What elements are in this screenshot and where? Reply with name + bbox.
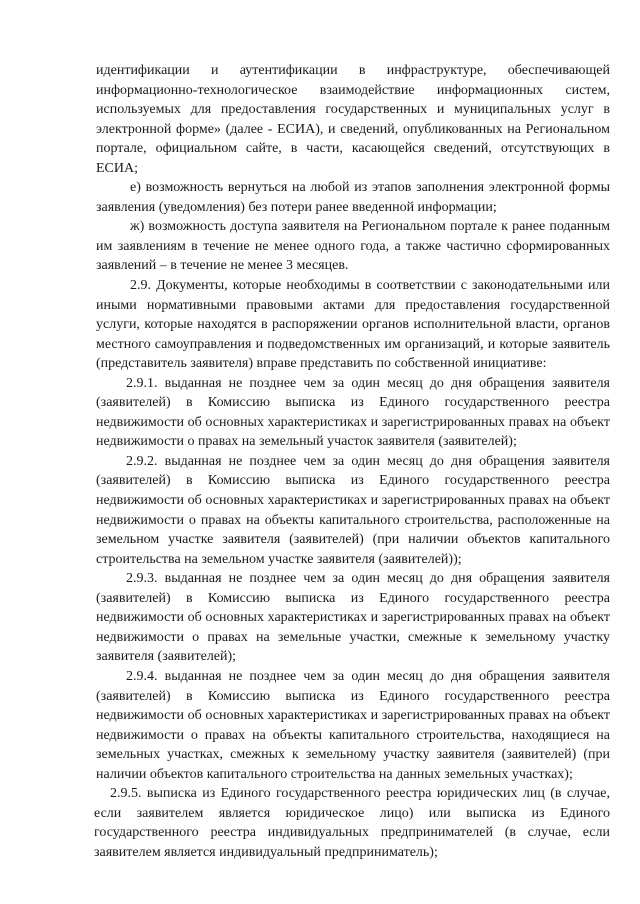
paragraph-esia-continued: идентификации и аутентификации в инфраструктуре, обеспечивающей информационно-технологическое взаимодействие информационных систем, используемых для предоставления государственных и муниципальных услуг в электронной форме» (далее - ЕСИА), и сведений, опубликованных на Региональном портале, официальном сайте, в части, касающейся сведений, отсутствующих в ЕСИА; bbox=[96, 63, 610, 176]
paragraph-2-9-3: 2.9.3. выданная не позднее чем за один месяц до дня обращения заявителя (заявителей) в Комиссию выписка из Единого государственного реестра недвижимости об основных характеристиках и зарегистрированных правах на объект недвижимости о правах на земельные участки, смежные к земельному участку заявителя (заявителей); bbox=[96, 571, 610, 665]
paragraph-2-9-1: 2.9.1. выданная не позднее чем за один месяц до дня обращения заявителя (заявителей) в Комиссию выписка из Единого государственного реестра недвижимости об основных характеристиках и зарегистрированных правах на объект недвижимости о правах на земельный участок заявителя (заявителей); bbox=[96, 375, 610, 450]
paragraph-e: е) возможность вернуться на любой из этапов заполнения электронной формы заявления (уведомления) без потери ранее введенной информации; bbox=[96, 180, 610, 215]
paragraph-2-9-5: 2.9.5. выписка из Единого государственного реестра юридических лиц (в случае, если заявителем является юридическое лицо) или выписка из Единого государственного реестра индивидуальных предпринимателей (в случае, если заявителем является индивидуальный предприниматель); bbox=[94, 786, 610, 860]
document-body bbox=[96, 61, 610, 862]
paragraph-2-9: 2.9. Документы, которые необходимы в соответствии с законодательными или иными нормативными правовыми актами для предоставления государственной услуги, которые находятся в распоряжении органов исполнительной власти, органов местного самоуправления и подведомственных им организаций, и которые заявитель (представитель заявителя) вправе представить по собственной инициативе: bbox=[96, 278, 610, 372]
paragraph-zh: ж) возможность доступа заявителя на Региональном портале к ранее поданным им заявлениям в течение не менее одного года, а также частично сформированных заявлений – в течение не менее 3 месяцев. bbox=[96, 219, 610, 274]
paragraph-2-9-4: 2.9.4. выданная не позднее чем за один месяц до дня обращения заявителя (заявителей) в Комиссию выписка из Единого государственного реестра недвижимости об основных характеристиках и зарегистрированных правах на объект недвижимости о правах на объекты капитального строительства, находящиеся на земельных участках, смежных к земельному участку заявителя (заявителей) (при наличии объектов капитального строительства на данных земельных участках); bbox=[96, 668, 610, 782]
paragraph-2-9-2: 2.9.2. выданная не позднее чем за один месяц до дня обращения заявителя (заявителей) в Комиссию выписка из Единого государственного реестра недвижимости об основных характеристиках и зарегистрированных правах на объект недвижимости о правах на объекты капитального строительства, расположенные на земельном участке заявителя (заявителей) (при наличии объектов капитального строительства на земельном участке заявителя (заявителей)); bbox=[96, 453, 610, 567]
